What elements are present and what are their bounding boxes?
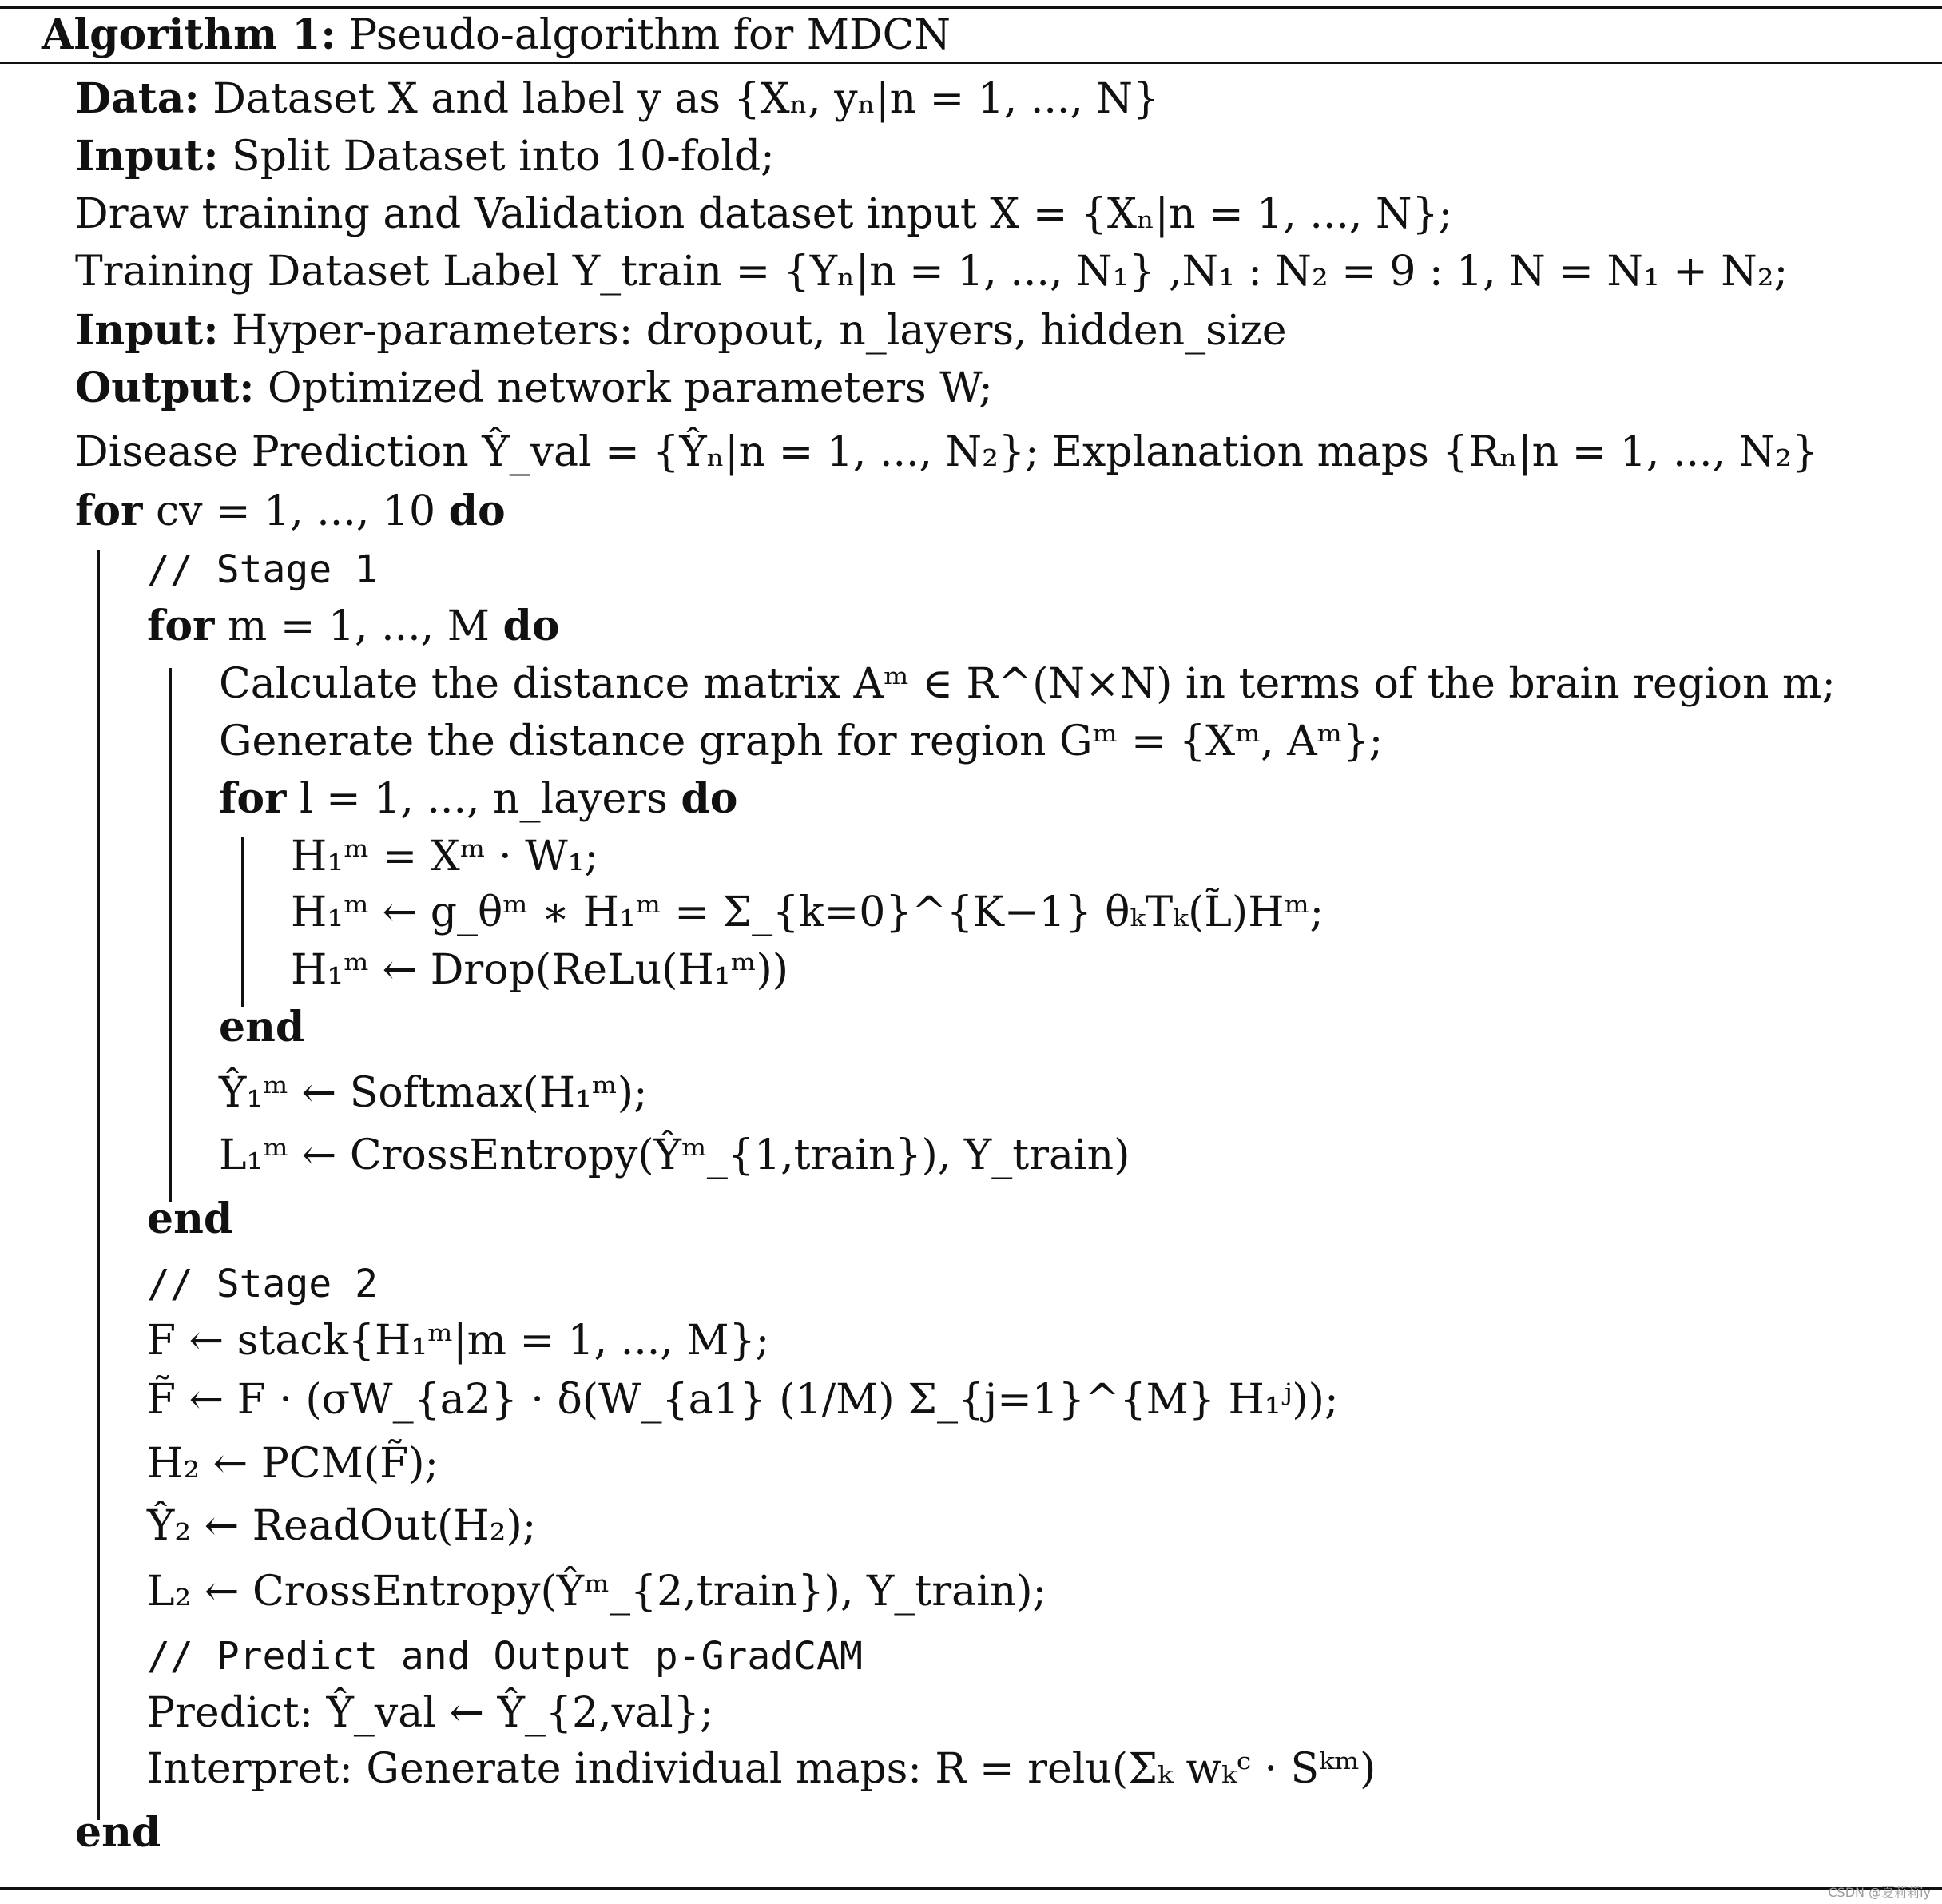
indent-bar-level-1: [97, 550, 100, 1820]
line-text: Split Dataset into 10-fold;: [232, 133, 775, 181]
algorithm-line: [75, 305, 1287, 356]
line-text: Optimized network parameters W;: [268, 364, 993, 412]
line-text: H₁ᵐ ← Drop(ReLu(H₁ᵐ)): [291, 946, 789, 994]
algorithm-line: [147, 1501, 536, 1552]
line-text: Draw training and Validation dataset input X = {Xₙ|n = 1, ..., N};: [75, 190, 1453, 238]
line-text: m = 1, ..., M: [227, 602, 490, 650]
caption-rule: [0, 62, 1942, 64]
algorithm-line: [291, 887, 1324, 938]
algorithm-line: [75, 189, 1452, 240]
line-text: Training Dataset Label Y_train = {Yₙ|n = 1, ..., N₁} ,N₁ : N₂ = 9 : 1, N = N₁ + N₂;: [75, 248, 1789, 296]
keyword: for: [75, 487, 143, 535]
line-text: F̃ ← F · (σW_{a2} · δ(W_{a1} (1/M) Σ_{j=1}^{M} H₁ʲ));: [147, 1376, 1339, 1424]
line-text: Hyper-parameters: dropout, n_layers, hidden_size: [232, 307, 1287, 355]
line-text: Ŷ₂ ← ReadOut(H₂);: [147, 1502, 537, 1550]
comment-text: // Stage 2: [147, 1262, 378, 1306]
algorithm-line: [147, 1687, 713, 1739]
line-text: l = 1, ..., n_layers: [299, 775, 668, 823]
comment-text: // Predict and Output p-GradCAM: [147, 1634, 863, 1679]
keyword: end: [219, 1003, 305, 1051]
watermark: CSDN @夏莉莉iy: [1828, 1885, 1931, 1900]
line-text: H₁ᵐ = Xᵐ · W₁;: [291, 833, 599, 880]
line-text: Disease Prediction Ŷ_val = {Ŷₙ|n = 1, ..., N₂}; Explanation maps {Rₙ|n = 1, ..., N₂}: [75, 428, 1819, 476]
algorithm-line: [291, 831, 598, 882]
algorithm-line: [147, 1258, 378, 1310]
algorithm-line: [219, 1130, 1130, 1181]
algorithm-line: [147, 1315, 769, 1366]
algorithm-line: [75, 1807, 161, 1858]
algorithm-line: [75, 74, 1159, 125]
keyword: end: [75, 1808, 161, 1857]
algorithm-line: [147, 1374, 1338, 1425]
algorithm-line: [219, 716, 1383, 767]
top-rule: [0, 6, 1942, 9]
algorithm-label: Algorithm 1:: [42, 10, 336, 59]
algorithm-line: [75, 486, 506, 537]
algorithm-line: [75, 246, 1788, 297]
algorithm-line: [219, 773, 737, 825]
algorithm-line: [147, 1438, 439, 1489]
keyword: end: [147, 1194, 233, 1243]
keyword-do: do: [681, 774, 738, 823]
comment-text: // Stage 1: [147, 547, 378, 592]
algorithm-line: [147, 1743, 1376, 1795]
line-text: H₁ᵐ ← g_θᵐ ∗ H₁ᵐ = Σ_{k=0}^{K−1} θₖTₖ(L̃)Hᵐ;: [291, 888, 1324, 936]
algorithm-line: [219, 658, 1836, 710]
line-text: Dataset X and label y as {Xₙ, yₙ|n = 1, ..., N}: [212, 75, 1160, 123]
line-text: L₁ᵐ ← CrossEntropy(Ŷᵐ_{1,train}), Y_train): [219, 1131, 1130, 1179]
line-text: L₂ ← CrossEntropy(Ŷᵐ_{2,train}), Y_train);: [147, 1568, 1047, 1616]
keyword: Data:: [75, 74, 200, 123]
line-text: Calculate the distance matrix Aᵐ ∈ R^(N×N) in terms of the brain region m;: [219, 660, 1836, 708]
indent-bar-level-2: [169, 668, 172, 1202]
algorithm-line: [219, 1067, 648, 1119]
keyword: Input:: [75, 306, 219, 355]
line-text: Generate the distance graph for region Gᵐ = {Xᵐ, Aᵐ};: [219, 717, 1384, 765]
algorithm-line: [147, 601, 560, 652]
algorithm-title: Pseudo-algorithm for MDCN: [349, 11, 951, 59]
algorithm-line: [147, 1194, 232, 1245]
keyword: for: [147, 602, 215, 650]
line-text: Ŷ₁ᵐ ← Softmax(H₁ᵐ);: [219, 1069, 648, 1117]
algorithm-line: [291, 944, 788, 996]
keyword-do: do: [448, 487, 506, 535]
line-text: Predict: Ŷ_val ← Ŷ_{2,val};: [147, 1689, 714, 1737]
line-text: Interpret: Generate individual maps: R = relu(Σₖ wₖᶜ · Sᵏᵐ): [147, 1745, 1376, 1793]
keyword-do: do: [502, 602, 560, 650]
algorithm-line: [75, 427, 1818, 478]
algorithm-line: [147, 1630, 863, 1682]
keyword: Output:: [75, 364, 255, 412]
line-text: cv = 1, ..., 10: [155, 487, 436, 535]
algorithm-line: [147, 543, 378, 595]
algorithm-line: [219, 1002, 304, 1053]
line-text: F ← stack{H₁ᵐ|m = 1, ..., M};: [147, 1317, 770, 1365]
algorithm-caption: [42, 10, 951, 61]
keyword: for: [219, 774, 287, 823]
bottom-rule: [0, 1887, 1942, 1890]
algorithm-line: [147, 1566, 1046, 1617]
keyword: Input:: [75, 132, 219, 181]
algorithm-line: [75, 363, 993, 414]
indent-bar-level-3: [241, 837, 244, 1007]
line-text: H₂ ← PCM(F̃);: [147, 1440, 439, 1488]
algorithm-line: [75, 131, 775, 182]
